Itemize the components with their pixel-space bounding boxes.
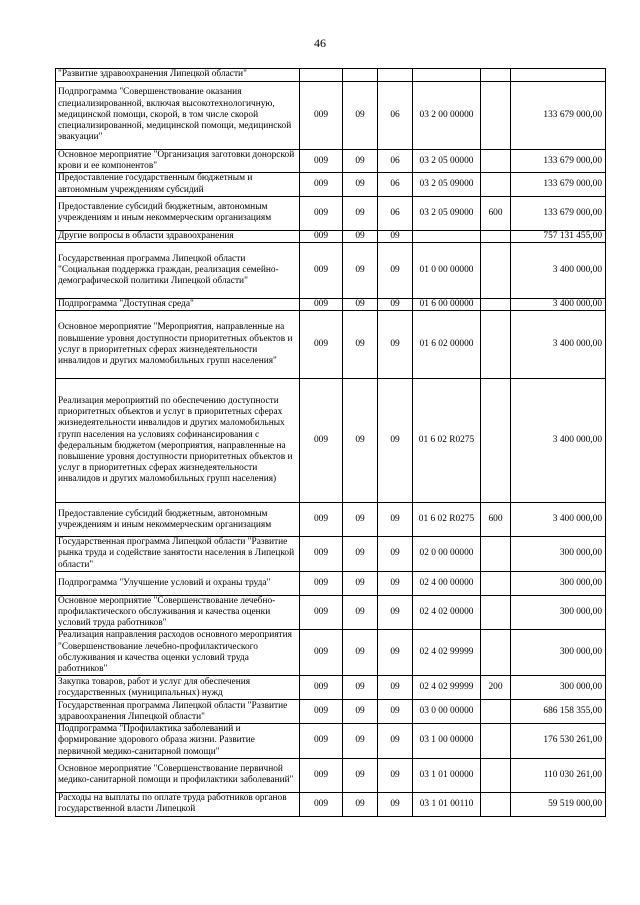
ministry-code-cell: 009 [300, 243, 343, 299]
target-article-cell: 02 4 00 00000 [413, 571, 481, 595]
expense-type-cell: 600 [481, 503, 511, 537]
table-row [56, 724, 606, 759]
amount-cell [511, 69, 606, 82]
section-code-cell: 09 [343, 724, 378, 759]
section-code-cell: 09 [343, 230, 378, 242]
subsection-code-cell: 09 [378, 230, 413, 242]
amount-cell: 133 679 000,00 [511, 173, 606, 196]
amount-cell: 133 679 000,00 [511, 82, 606, 150]
table-row [56, 630, 606, 676]
section-code-cell: 09 [343, 173, 378, 196]
ministry-code-cell: 009 [300, 173, 343, 196]
table-row [56, 69, 606, 82]
section-code-cell: 09 [343, 676, 378, 700]
amount-cell: 686 158 355,00 [511, 700, 606, 724]
expense-type-cell [481, 82, 511, 150]
table-row [56, 379, 606, 503]
subsection-code-cell: 09 [378, 595, 413, 630]
ministry-code-cell: 009 [300, 537, 343, 572]
table-row [56, 700, 606, 724]
ministry-code-cell: 009 [300, 379, 343, 503]
subsection-code-cell: 09 [378, 537, 413, 572]
ministry-code-cell: 009 [300, 700, 343, 724]
target-article-cell: 03 2 05 09000 [413, 173, 481, 196]
expense-type-cell [481, 379, 511, 503]
target-article-cell: 01 6 00 00000 [413, 299, 481, 311]
target-article-cell: 03 1 01 00110 [413, 792, 481, 816]
amount-cell: 133 679 000,00 [511, 196, 606, 230]
amount-cell: 300 000,00 [511, 571, 606, 595]
expense-type-cell [481, 571, 511, 595]
table-row [56, 82, 606, 150]
section-code-cell: 09 [343, 150, 378, 173]
row-name-cell: Реализация мероприятий по обеспечению доступности приоритетных объектов и услуг в приоритетных сферах жизнедеятельности инвалидов и других маломобильных групп населения на условиях софинансирования с федеральным бюджетом (мероприятия, направленные на повышение уровня доступности приоритетных объектов и услуг в приоритетных сферах жизнедеятельности инвалидов и других маломобильных групп населения) [56, 379, 300, 503]
table-row [56, 537, 606, 572]
table-row [56, 676, 606, 700]
amount-cell: 300 000,00 [511, 595, 606, 630]
subsection-code-cell: 06 [378, 196, 413, 230]
row-name-cell: Основное мероприятие "Совершенствование первичной медико-санитарной помощи и профилактики заболеваний" [56, 758, 300, 792]
target-article-cell: 02 4 02 00000 [413, 595, 481, 630]
ministry-code-cell: 009 [300, 758, 343, 792]
section-code-cell: 09 [343, 243, 378, 299]
expense-type-cell [481, 700, 511, 724]
table-row [56, 150, 606, 173]
ministry-code-cell: 009 [300, 311, 343, 379]
amount-cell: 3 400 000,00 [511, 503, 606, 537]
table-row [56, 758, 606, 792]
table-row [56, 792, 606, 816]
ministry-code-cell: 009 [300, 630, 343, 676]
section-code-cell: 09 [343, 758, 378, 792]
amount-cell: 133 679 000,00 [511, 150, 606, 173]
ministry-code-cell: 009 [300, 230, 343, 242]
expense-type-cell [481, 724, 511, 759]
expense-type-cell [481, 150, 511, 173]
target-article-cell: 02 0 00 00000 [413, 537, 481, 572]
target-article-cell: 01 6 02 00000 [413, 311, 481, 379]
subsection-code-cell: 09 [378, 503, 413, 537]
target-article-cell [413, 69, 481, 82]
section-code-cell: 09 [343, 82, 378, 150]
ministry-code-cell: 009 [300, 571, 343, 595]
row-name-cell: Предоставление государственным бюджетным и автономным учреждениям субсидий [56, 173, 300, 196]
amount-cell: 110 030 261,00 [511, 758, 606, 792]
target-article-cell: 01 0 00 00000 [413, 243, 481, 299]
section-code-cell: 09 [343, 595, 378, 630]
target-article-cell: 01 6 02 R0275 [413, 503, 481, 537]
amount-cell: 300 000,00 [511, 630, 606, 676]
row-name-cell: Подпрограмма "Улучшение условий и охраны труда" [56, 571, 300, 595]
expense-type-cell [481, 537, 511, 572]
expense-type-cell [481, 630, 511, 676]
table-row [56, 311, 606, 379]
section-code-cell [343, 69, 378, 82]
subsection-code-cell: 09 [378, 379, 413, 503]
row-name-cell: Расходы на выплаты по оплате труда работников органов государственной власти Липецкой [56, 792, 300, 816]
ministry-code-cell: 009 [300, 503, 343, 537]
target-article-cell: 03 2 00 00000 [413, 82, 481, 150]
row-name-cell: Основное мероприятие "Совершенствование лечебно-профилактического обслуживания и качества оценки условий труда работников" [56, 595, 300, 630]
target-article-cell: 02 4 02 99999 [413, 676, 481, 700]
table-row [56, 571, 606, 595]
ministry-code-cell: 009 [300, 792, 343, 816]
target-article-cell: 03 2 05 00000 [413, 150, 481, 173]
amount-cell: 300 000,00 [511, 537, 606, 572]
budget-table [55, 68, 606, 817]
target-article-cell [413, 230, 481, 242]
row-name-cell: Предоставление субсидий бюджетным, автономным учреждениям и иным некоммерческим организациям [56, 196, 300, 230]
amount-cell: 3 400 000,00 [511, 243, 606, 299]
expense-type-cell [481, 243, 511, 299]
subsection-code-cell: 09 [378, 243, 413, 299]
row-name-cell: Предоставление субсидий бюджетным, автономным учреждениям и иным некоммерческим организациям [56, 503, 300, 537]
section-code-cell: 09 [343, 571, 378, 595]
row-name-cell: Основное мероприятие "Организация заготовки донорской крови и ее компонентов" [56, 150, 300, 173]
amount-cell: 59 519 000,00 [511, 792, 606, 816]
table-row [56, 503, 606, 537]
ministry-code-cell: 009 [300, 595, 343, 630]
ministry-code-cell [300, 69, 343, 82]
row-name-cell: "Развитие здравоохранения Липецкой области" [56, 69, 300, 82]
section-code-cell: 09 [343, 792, 378, 816]
subsection-code-cell: 09 [378, 758, 413, 792]
amount-cell: 757 131 455,00 [511, 230, 606, 242]
amount-cell: 176 530 261,00 [511, 724, 606, 759]
row-name-cell: Реализация направления расходов основного мероприятия "Совершенствование лечебно-профилактического обслуживания и качества оценки условий труда работников" [56, 630, 300, 676]
expense-type-cell [481, 758, 511, 792]
expense-type-cell [481, 173, 511, 196]
target-article-cell: 03 0 00 00000 [413, 700, 481, 724]
row-name-cell: Государственная программа Липецкой области "Развитие здравоохранения Липецкой области" [56, 700, 300, 724]
subsection-code-cell: 09 [378, 311, 413, 379]
expense-type-cell [481, 792, 511, 816]
table-row [56, 299, 606, 311]
target-article-cell: 03 1 00 00000 [413, 724, 481, 759]
row-name-cell: Основное мероприятие "Мероприятия, направленные на повышение уровня доступности приоритетных объектов и услуг в приоритетных сферах жизнедеятельности инвалидов и других маломобильных групп населения" [56, 311, 300, 379]
target-article-cell: 02 4 02 99999 [413, 630, 481, 676]
expense-type-cell: 200 [481, 676, 511, 700]
section-code-cell: 09 [343, 379, 378, 503]
amount-cell: 3 400 000,00 [511, 311, 606, 379]
expense-type-cell [481, 69, 511, 82]
row-name-cell: Подпрограмма "Доступная среда" [56, 299, 300, 311]
table-row [56, 230, 606, 242]
subsection-code-cell [378, 69, 413, 82]
table-row [56, 173, 606, 196]
table-row [56, 595, 606, 630]
subsection-code-cell: 09 [378, 676, 413, 700]
subsection-code-cell: 09 [378, 792, 413, 816]
amount-cell: 3 400 000,00 [511, 379, 606, 503]
ministry-code-cell: 009 [300, 676, 343, 700]
row-name-cell: Закупка товаров, работ и услуг для обеспечения государственных (муниципальных) нужд [56, 676, 300, 700]
section-code-cell: 09 [343, 196, 378, 230]
table-row [56, 243, 606, 299]
row-name-cell: Другие вопросы в области здравоохранения [56, 230, 300, 242]
table-row [56, 196, 606, 230]
subsection-code-cell: 09 [378, 700, 413, 724]
ministry-code-cell: 009 [300, 150, 343, 173]
section-code-cell: 09 [343, 700, 378, 724]
target-article-cell: 03 2 05 09000 [413, 196, 481, 230]
target-article-cell: 03 1 01 00000 [413, 758, 481, 792]
target-article-cell: 01 6 02 R0275 [413, 379, 481, 503]
ministry-code-cell: 009 [300, 724, 343, 759]
row-name-cell: Подпрограмма "Совершенствование оказания специализированной, включая высокотехнологичную, медицинской помощи, скорой, в том числе скорой специализированной, медицинской помощи, медицинской эвакуации" [56, 82, 300, 150]
expense-type-cell [481, 230, 511, 242]
subsection-code-cell: 09 [378, 724, 413, 759]
subsection-code-cell: 09 [378, 571, 413, 595]
subsection-code-cell: 06 [378, 173, 413, 196]
amount-cell: 300 000,00 [511, 676, 606, 700]
expense-type-cell [481, 311, 511, 379]
subsection-code-cell: 09 [378, 299, 413, 311]
expense-type-cell [481, 595, 511, 630]
section-code-cell: 09 [343, 503, 378, 537]
ministry-code-cell: 009 [300, 82, 343, 150]
ministry-code-cell: 009 [300, 299, 343, 311]
section-code-cell: 09 [343, 311, 378, 379]
expense-type-cell [481, 299, 511, 311]
subsection-code-cell: 06 [378, 150, 413, 173]
subsection-code-cell: 06 [378, 82, 413, 150]
section-code-cell: 09 [343, 299, 378, 311]
page-number: 46 [314, 36, 326, 50]
section-code-cell: 09 [343, 537, 378, 572]
section-code-cell: 09 [343, 630, 378, 676]
row-name-cell: Подпрограмма "Профилактика заболеваний и формирование здорового образа жизни. Развитие первичной медико-санитарной помощи" [56, 724, 300, 759]
subsection-code-cell: 09 [378, 630, 413, 676]
row-name-cell: Государственная программа Липецкой области "Социальная поддержка граждан, реализация семейно-демографической политики Липецкой области" [56, 243, 300, 299]
amount-cell: 3 400 000,00 [511, 299, 606, 311]
expense-type-cell: 600 [481, 196, 511, 230]
ministry-code-cell: 009 [300, 196, 343, 230]
row-name-cell: Государственная программа Липецкой области "Развитие рынка труда и содействие занятости населения в Липецкой области" [56, 537, 300, 572]
